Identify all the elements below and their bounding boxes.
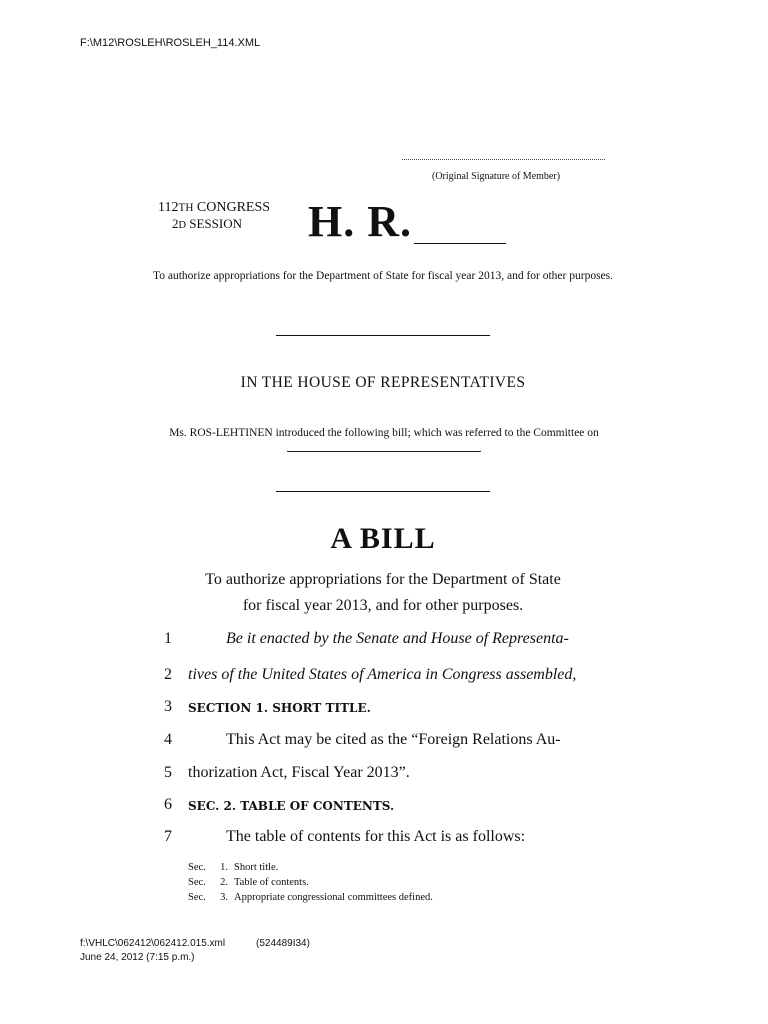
footer-document-id: (524489I34) bbox=[256, 938, 310, 949]
divider-rule bbox=[276, 491, 490, 492]
toc-sec-label: Sec. bbox=[188, 892, 206, 903]
toc-entry bbox=[188, 890, 433, 905]
body-line: thorization Act, Fiscal Year 2013”. bbox=[188, 764, 410, 781]
toc-sec-label: Sec. bbox=[188, 877, 206, 888]
bill-heading: A BILL bbox=[330, 522, 436, 555]
sponsor-name: ROS-LEHTINEN bbox=[189, 427, 273, 439]
congress-suffix: TH bbox=[178, 202, 194, 214]
committee-blank bbox=[287, 442, 481, 452]
line-number: 3 bbox=[164, 698, 172, 715]
signature-label: (Original Signature of Member) bbox=[432, 171, 561, 182]
session-suffix: D bbox=[178, 220, 187, 231]
session-num: 2 bbox=[172, 216, 179, 231]
enacting-clause-line: tives of the United States of America in Congress assembled, bbox=[188, 666, 577, 683]
divider-rule bbox=[276, 335, 490, 336]
toc-sec-number: 1. bbox=[220, 862, 228, 873]
introduction-statement bbox=[160, 425, 608, 457]
signature-line bbox=[402, 159, 605, 160]
congress-number bbox=[158, 200, 270, 216]
bill-type-title: H. R. bbox=[308, 197, 412, 246]
line-number: 2 bbox=[164, 666, 172, 683]
session-number bbox=[172, 216, 242, 234]
section-heading: SECTION 1. SHORT TITLE. bbox=[188, 701, 371, 715]
toc-sec-title: Table of contents. bbox=[234, 877, 309, 888]
body-line: This Act may be cited as the “Foreign Relations Au- bbox=[226, 731, 561, 748]
bill-number-blank bbox=[414, 243, 506, 244]
introduction-text: introduced the following bill; which was referred to the Committee on bbox=[272, 427, 599, 439]
table-of-contents bbox=[188, 860, 433, 905]
line-number: 4 bbox=[164, 731, 172, 748]
purpose-full bbox=[150, 567, 616, 619]
toc-sec-label: Sec. bbox=[188, 862, 206, 873]
footer-file-path: f:\VHLC\062412\062412.015.xml bbox=[80, 938, 226, 949]
toc-entry bbox=[188, 860, 433, 875]
purpose-line-2: for fiscal year 2013, and for other purposes. bbox=[242, 597, 524, 614]
sponsor-prefix: Ms. bbox=[169, 427, 190, 439]
line-number: 6 bbox=[164, 796, 172, 813]
toc-sec-title: Short title. bbox=[234, 862, 279, 873]
congress-num: 112 bbox=[158, 200, 179, 215]
footer-date: June 24, 2012 (7:15 p.m.) bbox=[80, 952, 195, 963]
toc-entry bbox=[188, 875, 433, 890]
file-path: F:\M12\ROSLEH\ROSLEH_114.XML bbox=[80, 37, 261, 49]
chamber-heading: IN THE HOUSE OF REPRESENTATIVES bbox=[240, 374, 526, 391]
toc-sec-title: Appropriate congressional committees defined. bbox=[234, 892, 433, 903]
toc-sec-number: 2. bbox=[220, 877, 228, 888]
section-heading: SEC. 2. TABLE OF CONTENTS. bbox=[188, 799, 395, 813]
toc-sec-number: 3. bbox=[220, 892, 228, 903]
session-word: SESSION bbox=[189, 216, 243, 231]
purpose-line-1: To authorize appropriations for the Department of State bbox=[205, 571, 561, 588]
body-line: The table of contents for this Act is as follows: bbox=[226, 828, 526, 845]
purpose-summary: To authorize appropriations for the Department of State for fiscal year 2013, and for other purposes. bbox=[153, 270, 613, 282]
line-number: 1 bbox=[164, 630, 172, 647]
enacting-clause-line: Be it enacted by the Senate and House of Representa- bbox=[226, 630, 569, 647]
congress-word: CONGRESS bbox=[196, 200, 271, 215]
line-number: 7 bbox=[164, 828, 172, 845]
line-number: 5 bbox=[164, 764, 172, 781]
